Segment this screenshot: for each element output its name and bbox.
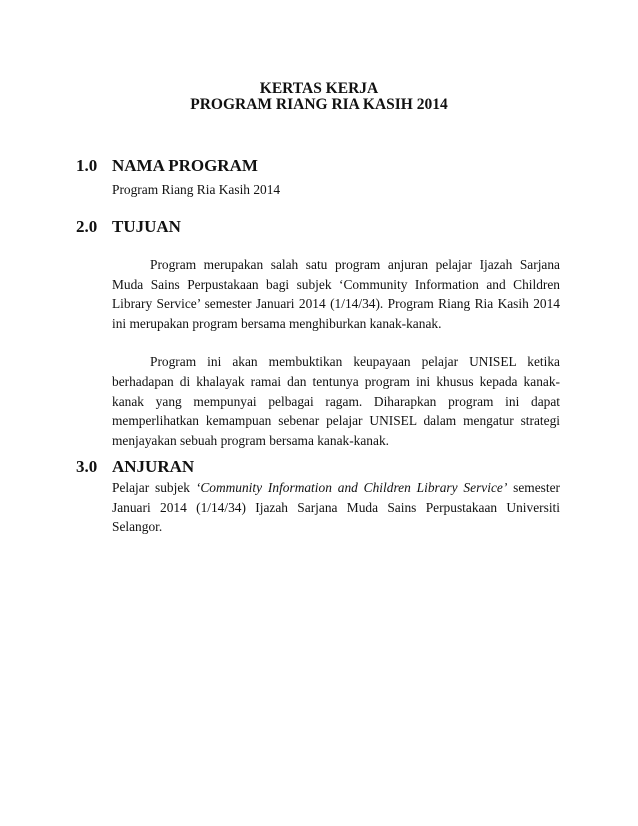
section-number: 1.0	[76, 156, 98, 175]
section-nama-program	[76, 154, 566, 200]
anjuran-prefix: Pelajar subjek	[112, 480, 196, 495]
anjuran-subject-italic: ‘Community Information and Children Library Service’	[195, 480, 508, 495]
section-number: 3.0	[76, 457, 98, 476]
section-heading	[76, 455, 566, 479]
section-number: 2.0	[76, 217, 98, 236]
document-title-line2: PROGRAM RIANG RIA KASIH 2014	[190, 96, 448, 113]
program-name-text: Program Riang Ria Kasih 2014	[112, 182, 281, 197]
tujuan-paragraph-2: Program ini akan membuktikan keupayaan pelajar UNISEL ketika berhadapan di khalayak ramai dan tentunya program ini khusus kepada kanak-kanak yang mempunyai pelbagai ragam. Diharapkan program ini dapat memperlihatkan kemampuan sebenar pelajar UNISEL dalam mengatur strategi menjayakan sebuah program bersama kanak-kanak.	[112, 354, 560, 448]
section-heading	[76, 154, 566, 178]
section-title: TUJUAN	[112, 217, 181, 236]
section-heading	[76, 215, 566, 239]
section-tujuan	[76, 215, 566, 450]
anjuran-paragraph	[112, 478, 560, 537]
section-body	[112, 478, 560, 537]
tujuan-paragraph-1: Program merupakan salah satu program anjuran pelajar Ijazah Sarjana Muda Sains Perpustakaan bagi subjek ‘Community Information and Children Library Service’ semester Januari 2014 (1/14/34). Program Riang Ria Kasih 2014 ini merupakan program bersama menghiburkan kanak-kanak.	[112, 257, 560, 331]
section-body	[112, 180, 560, 200]
section-body	[112, 255, 560, 450]
anjuran-suffix: semester Januari 2014 (1/14/34) Ijazah Sarjana Muda Sains Perpustakaan Universiti Selangor.	[112, 480, 560, 535]
section-anjuran	[76, 455, 566, 537]
section-title: NAMA PROGRAM	[112, 156, 258, 175]
section-title: ANJURAN	[112, 457, 195, 476]
document-title-line1: KERTAS KERJA	[259, 80, 379, 97]
